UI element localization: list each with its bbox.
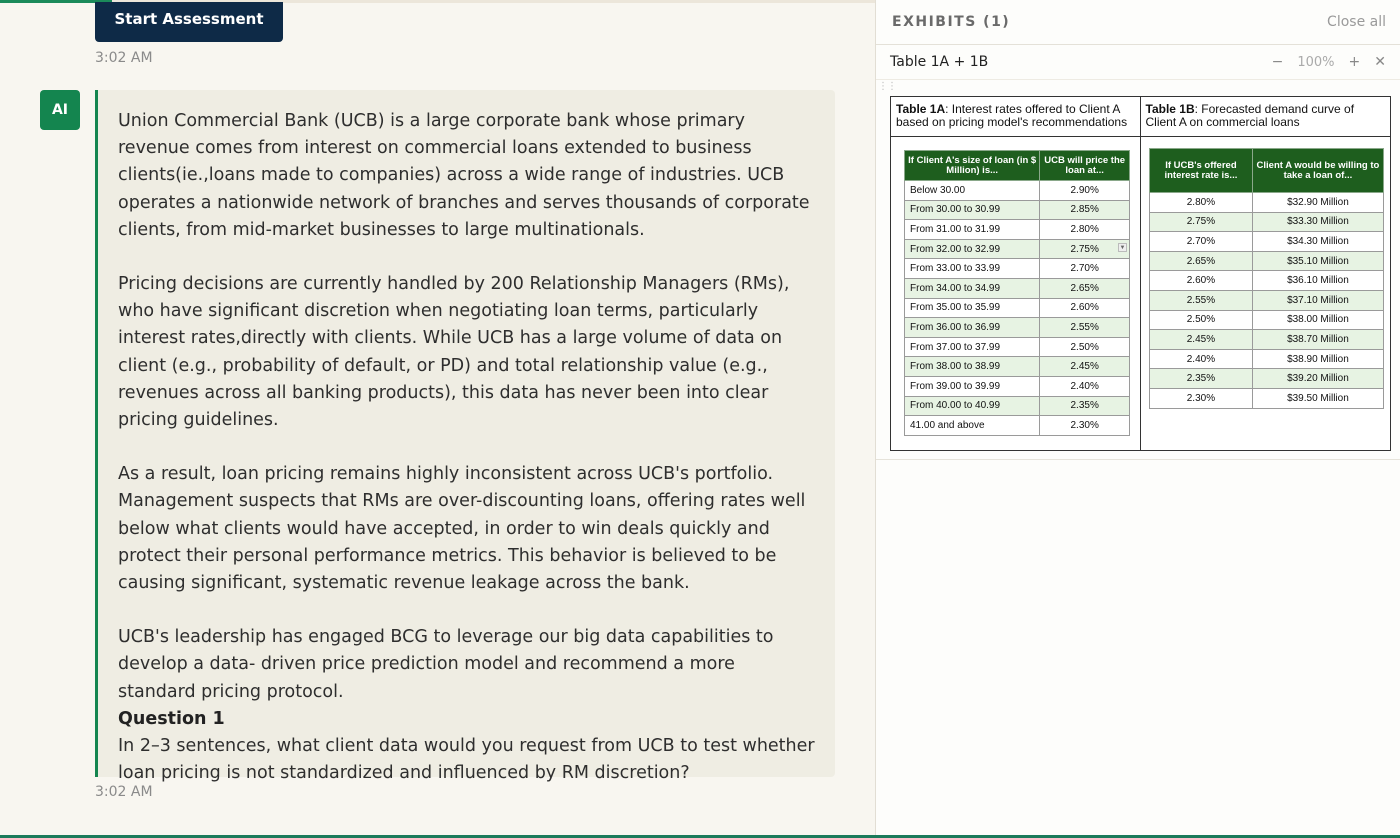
dropdown-arrow-icon[interactable]: ▼ (1119, 244, 1126, 251)
cell-value: $37.10 Million (1287, 294, 1349, 306)
table-1a-caption-label: Table 1A (896, 102, 946, 116)
exhibit-controls (1272, 54, 1386, 70)
close-all-button[interactable]: Close all (1327, 14, 1386, 30)
table-cell (905, 181, 1040, 201)
table-cell (1149, 271, 1253, 291)
question-title: Question 1 (118, 708, 225, 729)
cell-value: 2.55% (1070, 321, 1099, 333)
table-cell (905, 357, 1040, 377)
exhibits-panel (875, 0, 1400, 835)
cell-value: 2.50% (1186, 314, 1216, 326)
table-1b-caption-text: : Forecasted demand curve of Client A on commercial loans (1145, 102, 1355, 129)
close-icon[interactable]: ✕ (1374, 54, 1386, 70)
exhibit-image (876, 80, 1400, 460)
table-row (905, 337, 1130, 357)
cell-value: 2.85% (1070, 204, 1099, 216)
cell-value: $38.90 Million (1287, 353, 1349, 365)
table-cell (905, 239, 1040, 259)
table-row (1149, 193, 1383, 213)
table-cell (1253, 330, 1383, 350)
table-cell (1149, 251, 1253, 271)
zoom-level: 100% (1297, 54, 1335, 70)
table-cell (1040, 239, 1130, 259)
table-header: UCB will price the loan at... (1040, 151, 1130, 181)
cell-value: 2.45% (1186, 333, 1216, 345)
table-cell (1253, 212, 1383, 232)
table-cell (905, 337, 1040, 357)
table-1b (1149, 148, 1384, 409)
cell-value: $38.70 Million (1287, 333, 1349, 345)
cell-value: Below 30.00 (910, 184, 966, 196)
cell-value: 2.75% (1186, 216, 1216, 228)
exhibit-tab (876, 45, 1400, 80)
cell-value: From 36.00 to 36.99 (910, 321, 1001, 333)
cell-value: 2.80% (1070, 223, 1099, 235)
cell-value: From 38.00 to 38.99 (910, 361, 1001, 373)
table-cell (1040, 318, 1130, 338)
table-cell (905, 278, 1040, 298)
cell-value: From 35.00 to 35.99 (910, 302, 1001, 314)
table-1a-caption-text: : Interest rates offered to Client A based on pricing model's recommendations (896, 102, 1128, 129)
table-1a-caption (891, 97, 1140, 137)
cell-value: 2.35% (1070, 400, 1099, 412)
table-cell (905, 416, 1040, 436)
table-cell (1040, 181, 1130, 201)
table-cell (905, 396, 1040, 416)
table-cell (905, 376, 1040, 396)
table-header: Client A would be willing to take a loan of... (1253, 149, 1383, 193)
cell-value: From 34.00 to 34.99 (910, 282, 1001, 294)
table-cell (1253, 232, 1383, 252)
cell-value: $36.10 Million (1287, 275, 1349, 287)
table-cell (1149, 212, 1253, 232)
table-cell (1040, 357, 1130, 377)
table-cell (1040, 298, 1130, 318)
table-cell (1253, 369, 1383, 389)
table-row (1149, 310, 1383, 330)
table-1b-caption-label: Table 1B (1145, 102, 1195, 116)
table-row (905, 278, 1130, 298)
table-cell (1040, 200, 1130, 220)
cell-value: 2.30% (1070, 419, 1099, 431)
cell-value: 2.50% (1070, 341, 1099, 353)
table-cell (1149, 388, 1253, 408)
cell-value: 41.00 and above (910, 419, 985, 431)
table-cell (1149, 310, 1253, 330)
table-1b-caption (1141, 97, 1391, 137)
cell-value: $32.90 Million (1287, 196, 1349, 208)
start-assessment-button[interactable]: Start Assessment (95, 2, 283, 42)
table-cell (1253, 193, 1383, 213)
exhibit-table-frame (890, 96, 1391, 451)
cell-value: 2.80% (1186, 196, 1216, 208)
table-row (1149, 251, 1383, 271)
cell-value: 2.45% (1070, 361, 1099, 373)
exhibit-tab-title: Table 1A + 1B (890, 54, 989, 70)
table-row (1149, 212, 1383, 232)
table-row (905, 318, 1130, 338)
table-cell (905, 259, 1040, 279)
table-cell (1040, 278, 1130, 298)
cell-value: From 32.00 to 32.99 (910, 243, 1001, 255)
table-cell (905, 298, 1040, 318)
table-row (1149, 349, 1383, 369)
table-cell (1040, 376, 1130, 396)
table-row (905, 298, 1130, 318)
table-row (905, 200, 1130, 220)
cell-value: $38.00 Million (1287, 314, 1349, 326)
cell-value: 2.60% (1070, 302, 1099, 314)
cell-value: $39.20 Million (1287, 373, 1349, 385)
table-cell (1040, 337, 1130, 357)
table-row (1149, 388, 1383, 408)
table-cell (905, 318, 1040, 338)
table-cell (1040, 396, 1130, 416)
table-row (1149, 330, 1383, 350)
cell-value: From 30.00 to 30.99 (910, 204, 1001, 216)
ai-avatar: AI (40, 90, 80, 130)
table-cell (1253, 388, 1383, 408)
table-cell (1253, 251, 1383, 271)
table-1b-section (1141, 97, 1391, 450)
message-paragraph: Pricing decisions are currently handled by 200 Relationship Managers (RMs), who have significant discretion when negotiating loan terms, particularly interest rates,directly with clients. While UCB has a large volume of data on client (e.g., probability of default, or PD) and total relationship value (e.g., revenues across all banking products), this data has never been into clear pricing guidelines. (118, 274, 790, 431)
table-row (1149, 271, 1383, 291)
cell-value: From 37.00 to 37.99 (910, 341, 1001, 353)
table-row (905, 239, 1130, 259)
table-cell (1253, 349, 1383, 369)
cell-value: 2.40% (1070, 380, 1099, 392)
table-row (905, 357, 1130, 377)
plus-icon[interactable]: + (1348, 54, 1361, 70)
table-row (1149, 369, 1383, 389)
drag-handle-icon[interactable]: ⋮⋮ (878, 81, 896, 92)
message-paragraph: UCB's leadership has engaged BCG to leverage our big data capabilities to develop a data- driven price prediction model and recommend a more standard pricing protocol. (118, 627, 774, 702)
cell-value: $34.30 Million (1287, 235, 1349, 247)
table-row (1149, 290, 1383, 310)
table-cell (1040, 259, 1130, 279)
table-row (905, 396, 1130, 416)
cell-value: 2.70% (1186, 235, 1216, 247)
message-timestamp: 3:02 AM (95, 50, 153, 66)
table-row (905, 220, 1130, 240)
table-1a-section (891, 97, 1141, 450)
table-row (1149, 232, 1383, 252)
table-cell (1149, 349, 1253, 369)
cell-value: $39.50 Million (1287, 392, 1349, 404)
cell-value: 2.35% (1186, 373, 1216, 385)
table-1a (904, 150, 1130, 436)
message-timestamp: 3:02 AM (95, 784, 153, 800)
cell-value: 2.40% (1186, 353, 1216, 365)
cell-value: 2.70% (1070, 263, 1099, 275)
cell-value: $33.30 Million (1287, 216, 1349, 228)
cell-value: 2.65% (1070, 282, 1099, 294)
table-header: If UCB's offered interest rate is... (1149, 149, 1253, 193)
message-paragraph: Union Commercial Bank (UCB) is a large corporate bank whose primary revenue comes from interest on commercial loans extended to business clients(ie.,loans made to companies) across a wide range of industries. UCB operates a nationwide network of branches and serves thousands of corporate clients, from mid-market businesses to large multinationals. (118, 111, 810, 240)
table-row (905, 259, 1130, 279)
table-cell (905, 220, 1040, 240)
minus-icon[interactable]: − (1271, 54, 1284, 70)
table-row (905, 376, 1130, 396)
cell-value: 2.30% (1186, 392, 1216, 404)
table-cell (905, 200, 1040, 220)
cell-value: 2.55% (1186, 294, 1216, 306)
cell-value: $35.10 Million (1287, 255, 1349, 267)
table-cell (1149, 330, 1253, 350)
cell-value: From 31.00 to 31.99 (910, 223, 1001, 235)
ai-message (95, 90, 835, 784)
table-cell (1149, 290, 1253, 310)
question-text: In 2–3 sentences, what client data would you request from UCB to test whether loan pricing is not standardized and influenced by RM discretion? (118, 736, 815, 784)
cell-value: 2.65% (1186, 255, 1216, 267)
cell-value: 2.75% (1070, 243, 1099, 255)
cell-value: 2.90% (1070, 184, 1099, 196)
table-cell (1149, 232, 1253, 252)
message-paragraph: As a result, loan pricing remains highly inconsistent across UCB's portfolio. Management suspects that RMs are over-discounting loans, offering rates well below what clients would have accepted, in order to win deals quickly and protect their personal performance metrics. This behavior is believed to be causing significant, systematic revenue leakage across the bank. (118, 464, 806, 594)
table-cell (1253, 290, 1383, 310)
table-cell (1149, 369, 1253, 389)
table-cell (1040, 220, 1130, 240)
exhibits-header (876, 0, 1400, 45)
cell-value: From 40.00 to 40.99 (910, 400, 1001, 412)
table-header: If Client A's size of loan (in $ Million) is... (905, 151, 1040, 181)
table-row (905, 181, 1130, 201)
table-cell (1149, 193, 1253, 213)
cell-value: 2.60% (1186, 275, 1216, 287)
cell-value: From 39.00 to 39.99 (910, 380, 1001, 392)
table-cell (1040, 416, 1130, 436)
table-row (905, 416, 1130, 436)
exhibits-title: EXHIBITS (1) (892, 14, 1011, 30)
cell-value: From 33.00 to 33.99 (910, 263, 1001, 275)
table-cell (1253, 310, 1383, 330)
table-cell (1253, 271, 1383, 291)
